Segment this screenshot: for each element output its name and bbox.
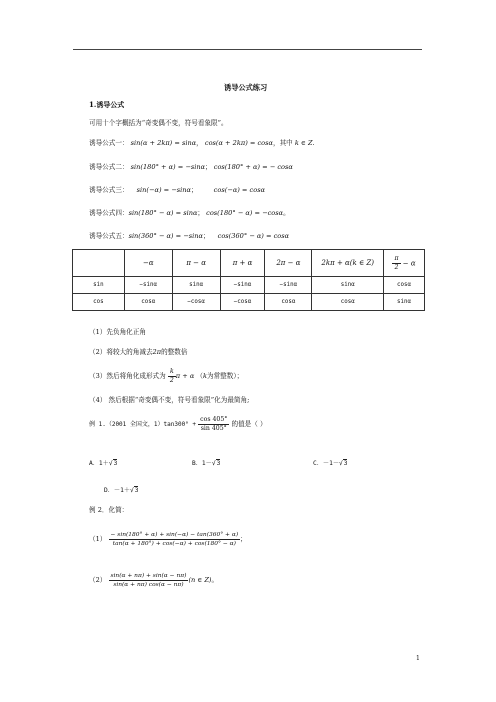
section-number: 1. — [89, 100, 97, 109]
table-cell: cosα — [265, 294, 312, 311]
formula-1-eq1: sin(α + 2kπ) = sinα — [130, 139, 197, 147]
step-3-pre: （3）然后将角化成形式为 — [89, 372, 166, 380]
table-cell: cosα — [312, 294, 384, 311]
page-number: 1 — [416, 655, 420, 662]
table-cell: cosα — [384, 277, 425, 294]
step-2-pre: （2）将较大的角减去 — [89, 348, 153, 356]
example-1-post: 的值是（ ） — [231, 420, 267, 428]
table-header-cell: 2π − α — [265, 250, 312, 277]
table-row-sin — [73, 277, 425, 294]
step-3-post-a: （ — [196, 372, 203, 380]
step-2 — [89, 348, 187, 357]
formula-1-tail-math: k ∈ Z — [294, 139, 313, 147]
table-cell: cosα — [124, 294, 172, 311]
sqrt-icon: √ — [130, 487, 134, 494]
formula-4-eq2: cos(180° − α) = −cosα — [206, 209, 284, 217]
example-1-pre: 例 1.（2001 全国文，1）tan300° + — [89, 421, 197, 428]
option-d — [104, 486, 138, 495]
part-1-num: − sin(180° + α) + sin(−α) − tan(360° + α) — [110, 531, 239, 538]
page-title: 诱导公式练习 — [224, 83, 268, 92]
table-header-cell: 2kπ + α(k ∈ Z) — [312, 250, 384, 277]
option-c-radicand: 3 — [343, 460, 348, 467]
formula-2-eq2: cos(180° + α) = − cosα — [213, 163, 293, 171]
part-1-fraction — [109, 531, 241, 548]
pi-half-num: π — [394, 254, 399, 262]
example-1-den: sin 405° — [200, 424, 227, 432]
table-cell: −cosα — [220, 294, 265, 311]
part-2-end: 。 — [211, 576, 219, 584]
part-2-fraction — [109, 572, 189, 589]
example-1-fraction — [198, 416, 229, 433]
example-1 — [89, 414, 267, 435]
section-heading — [89, 100, 124, 109]
table-header-cell: π − α — [172, 250, 220, 277]
step-3-post-b: 为常整数）； — [207, 372, 244, 380]
step-3 — [89, 367, 243, 385]
formula-1-sep: ， — [196, 139, 203, 147]
table-row-cos — [73, 294, 425, 311]
part-2-den: sin(α + nπ) cos(α − nπ) — [113, 581, 184, 588]
step-3-num: k — [168, 368, 176, 377]
formula-5-sep: ； — [202, 232, 210, 240]
part-2-label: （2） — [89, 576, 107, 584]
option-a-label: A．1＋ — [89, 460, 109, 467]
formula-3-eq2: cos(−α) = cosα — [213, 186, 266, 194]
table-header-row — [73, 250, 425, 277]
formula-1-label: 诱导公式一： — [89, 139, 129, 147]
table-header-cell-pi-half — [384, 250, 425, 277]
table-cell: sin — [73, 277, 125, 294]
formula-4-sep: ； — [197, 209, 205, 217]
example-1-num: cos 405° — [200, 415, 228, 423]
option-b-label: B．1－ — [192, 460, 212, 467]
table-cell: sinα — [312, 277, 384, 294]
formula-4-end: 。 — [283, 209, 290, 217]
example-2-part-1 — [89, 527, 247, 551]
part-2-num: sin(α + nπ) + sin(α − nπ) — [110, 572, 187, 579]
option-b-radicand: 3 — [216, 460, 221, 467]
sqrt-icon: √ — [211, 460, 216, 467]
formula-2-label: 诱导公式二： — [89, 163, 129, 171]
option-c — [313, 459, 347, 468]
option-b — [192, 459, 220, 468]
step-2-math: 2π — [152, 348, 162, 356]
formula-1-tail: ，其中 — [272, 139, 293, 147]
pi-half-fraction — [392, 255, 400, 272]
table-header-cell: −α — [124, 250, 172, 277]
step-3-fraction — [168, 368, 176, 385]
section-title: 诱导公式 — [96, 100, 125, 109]
part-1-end: ； — [240, 535, 247, 543]
formula-5 — [89, 232, 289, 241]
step-1: （1）先负角化正角 — [89, 328, 146, 336]
sqrt-icon: √ — [339, 460, 343, 467]
pi-half-rest: − α — [402, 259, 416, 267]
table-cell: sinα — [384, 294, 425, 311]
table-cell: sinα — [172, 277, 220, 294]
pi-half-den: 2 — [394, 263, 399, 271]
formula-5-label: 诱导公式五： — [89, 232, 129, 240]
formula-4-label: 诱导公式四： — [89, 209, 129, 217]
formula-5-eq1: sin(360° − α) = −sinα — [128, 232, 203, 240]
part-1-den: tan(α + 180°) + cos(−α) + cos(180° − α) — [112, 540, 236, 547]
table-header-cell: π + α — [220, 250, 265, 277]
step-3-rest: π + α — [175, 372, 195, 380]
formula-1 — [89, 139, 315, 148]
formula-3 — [89, 186, 265, 195]
option-a — [89, 459, 117, 468]
formula-3-eq1: sin(−α) = −sinα — [136, 186, 191, 194]
option-c-label: C．－1－ — [313, 460, 340, 467]
formula-2-sep: ； — [205, 163, 212, 171]
formula-1-end: . — [312, 139, 315, 147]
part-1-label: （1） — [89, 535, 107, 543]
part-2-tail: (n ∈ Z) — [188, 576, 212, 584]
option-a-radicand: 3 — [113, 460, 118, 467]
table-cell: −sinα — [265, 277, 312, 294]
induction-table — [72, 249, 425, 311]
example-2-part-2 — [89, 568, 218, 592]
formula-5-eq2: cos(360° − α) = cosα — [217, 232, 290, 240]
step-3-den: 2 — [169, 376, 174, 384]
intro-text: 可用十个字概括为“奇变偶不变，符号看象限”。 — [89, 119, 228, 127]
formula-4 — [89, 209, 290, 218]
option-d-label: D．－1＋ — [104, 487, 131, 494]
step-4: （4） 然后根据“奇变偶不变，符号看象限”化为最简角; — [89, 396, 250, 404]
formula-1-eq2: cos(α + 2kπ) = cosα — [204, 139, 273, 147]
table-cell: −sinα — [220, 277, 265, 294]
formula-4-eq1: sin(180° − α) = sinα — [128, 209, 198, 217]
table-cell: cos — [73, 294, 125, 311]
table-header-cell — [73, 250, 125, 277]
formula-2-eq1: sin(180° + α) = −sinα — [130, 163, 206, 171]
table-cell: −cosα — [172, 294, 220, 311]
formula-2 — [89, 163, 293, 172]
formula-3-sep: ； — [190, 186, 198, 194]
step-3-k: k — [203, 372, 207, 380]
sqrt-icon: √ — [108, 460, 113, 467]
formula-3-label: 诱导公式三： — [89, 186, 129, 194]
header-rule — [73, 49, 422, 50]
example-2-label: 例 2．化简： — [89, 506, 129, 514]
step-2-post: 的整数倍 — [161, 348, 188, 356]
table-cell: −sinα — [124, 277, 172, 294]
option-d-radicand: 3 — [134, 487, 139, 494]
